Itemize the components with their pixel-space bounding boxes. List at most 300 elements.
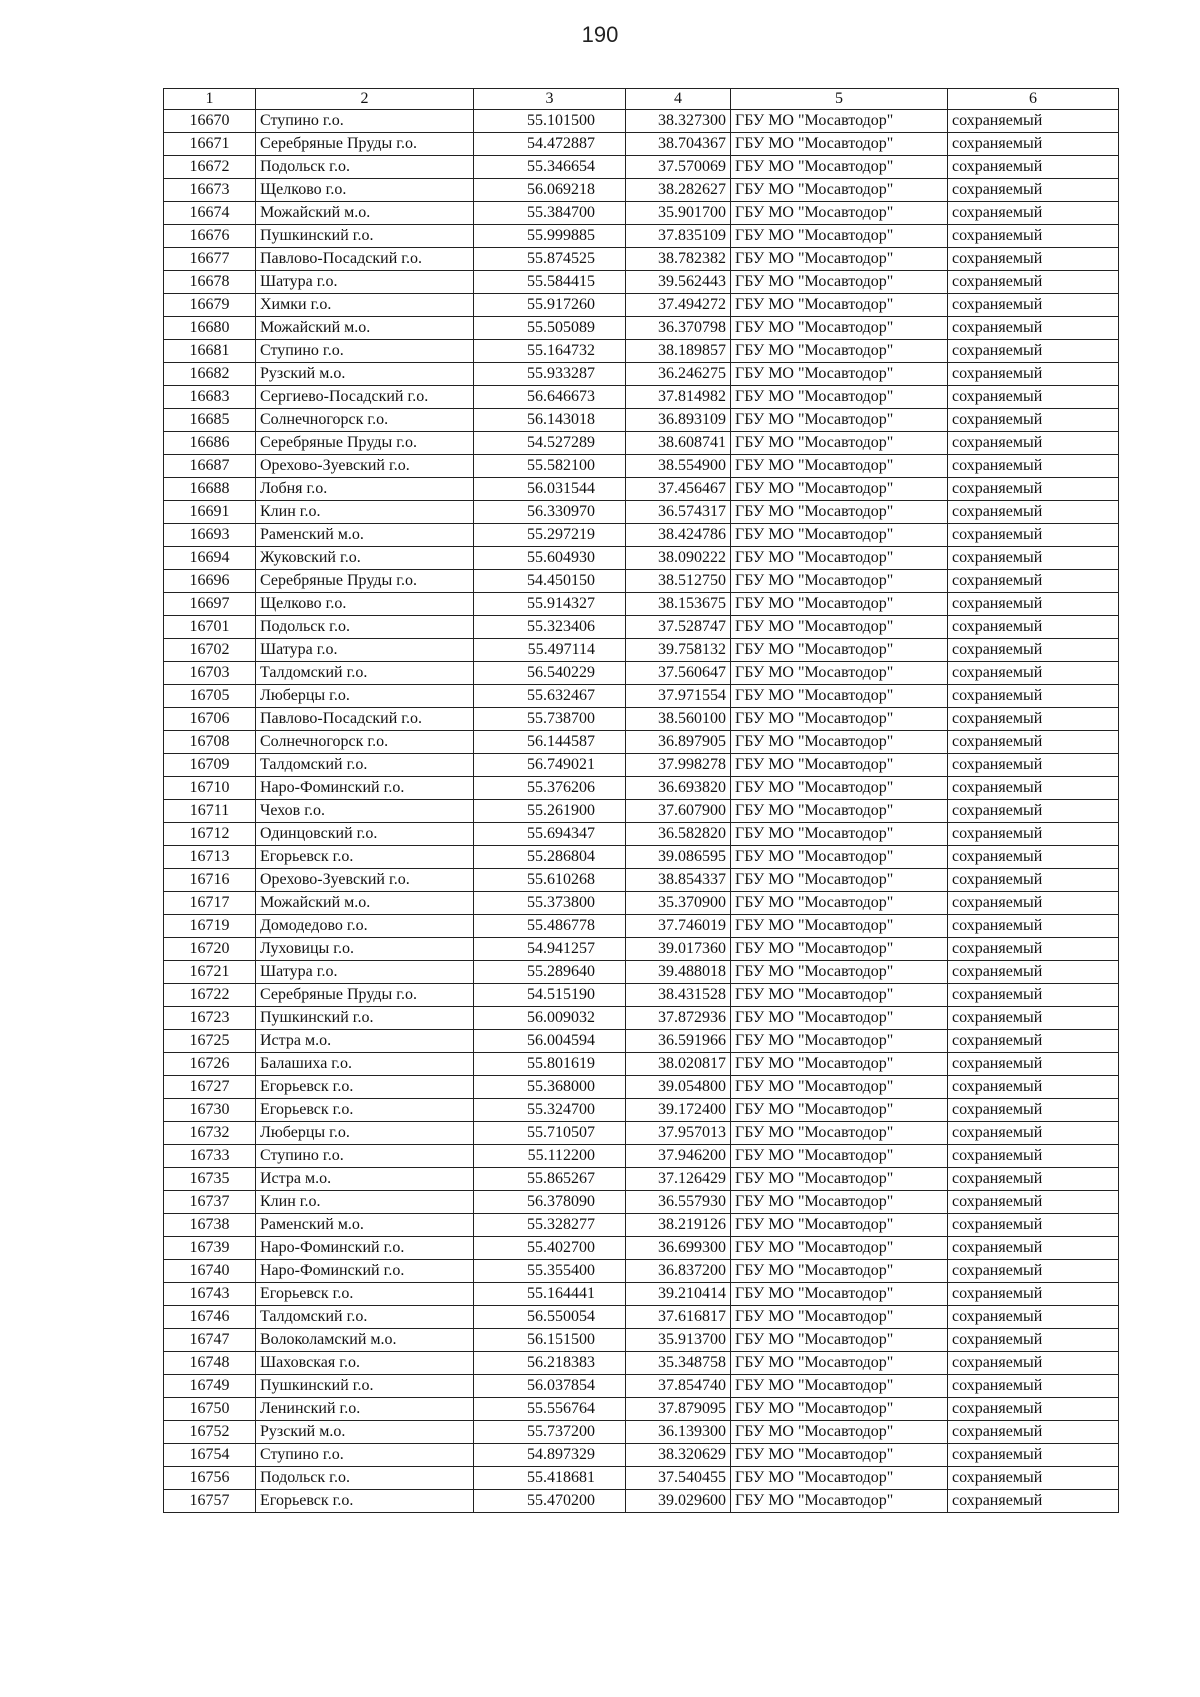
cell-status: сохраняемый bbox=[948, 1283, 1119, 1306]
cell-latitude: 55.384700 bbox=[474, 202, 626, 225]
cell-number: 16757 bbox=[164, 1490, 256, 1513]
cell-longitude: 37.879095 bbox=[626, 1398, 731, 1421]
cell-owner: ГБУ МО "Мосавтодор" bbox=[731, 248, 948, 271]
cell-longitude: 37.957013 bbox=[626, 1122, 731, 1145]
cell-longitude: 37.494272 bbox=[626, 294, 731, 317]
cell-municipality: Пушкинский г.о. bbox=[256, 225, 474, 248]
cell-number: 16725 bbox=[164, 1030, 256, 1053]
cell-municipality: Серебряные Пруды г.о. bbox=[256, 133, 474, 156]
cell-status: сохраняемый bbox=[948, 685, 1119, 708]
cell-number: 16756 bbox=[164, 1467, 256, 1490]
cell-latitude: 55.710507 bbox=[474, 1122, 626, 1145]
table-row bbox=[164, 754, 1119, 777]
cell-number: 16750 bbox=[164, 1398, 256, 1421]
table-row bbox=[164, 202, 1119, 225]
table-row bbox=[164, 225, 1119, 248]
cell-number: 16694 bbox=[164, 547, 256, 570]
cell-status: сохраняемый bbox=[948, 409, 1119, 432]
cell-owner: ГБУ МО "Мосавтодор" bbox=[731, 1145, 948, 1168]
cell-longitude: 37.616817 bbox=[626, 1306, 731, 1329]
cell-owner: ГБУ МО "Мосавтодор" bbox=[731, 271, 948, 294]
cell-status: сохраняемый bbox=[948, 1306, 1119, 1329]
cell-owner: ГБУ МО "Мосавтодор" bbox=[731, 1352, 948, 1375]
table-row bbox=[164, 1030, 1119, 1053]
cell-municipality: Наро-Фоминский г.о. bbox=[256, 1260, 474, 1283]
cell-latitude: 55.418681 bbox=[474, 1467, 626, 1490]
cell-longitude: 39.086595 bbox=[626, 846, 731, 869]
table-row bbox=[164, 1214, 1119, 1237]
table-row bbox=[164, 1145, 1119, 1168]
cell-owner: ГБУ МО "Мосавтодор" bbox=[731, 1237, 948, 1260]
cell-status: сохраняемый bbox=[948, 754, 1119, 777]
cell-owner: ГБУ МО "Мосавтодор" bbox=[731, 179, 948, 202]
cell-municipality: Одинцовский г.о. bbox=[256, 823, 474, 846]
cell-status: сохраняемый bbox=[948, 202, 1119, 225]
cell-latitude: 56.037854 bbox=[474, 1375, 626, 1398]
cell-latitude: 55.297219 bbox=[474, 524, 626, 547]
cell-longitude: 36.837200 bbox=[626, 1260, 731, 1283]
cell-owner: ГБУ МО "Мосавтодор" bbox=[731, 616, 948, 639]
cell-number: 16686 bbox=[164, 432, 256, 455]
column-header-5: 5 bbox=[731, 89, 948, 110]
cell-municipality: Щелково г.о. bbox=[256, 179, 474, 202]
registry-table bbox=[163, 88, 1119, 1513]
cell-longitude: 38.560100 bbox=[626, 708, 731, 731]
cell-longitude: 37.456467 bbox=[626, 478, 731, 501]
cell-latitude: 55.737200 bbox=[474, 1421, 626, 1444]
table-row bbox=[164, 1076, 1119, 1099]
cell-number: 16681 bbox=[164, 340, 256, 363]
cell-status: сохраняемый bbox=[948, 1214, 1119, 1237]
table-row bbox=[164, 501, 1119, 524]
cell-status: сохраняемый bbox=[948, 1352, 1119, 1375]
cell-municipality: Подольск г.о. bbox=[256, 156, 474, 179]
cell-number: 16711 bbox=[164, 800, 256, 823]
cell-owner: ГБУ МО "Мосавтодор" bbox=[731, 1076, 948, 1099]
cell-status: сохраняемый bbox=[948, 892, 1119, 915]
cell-status: сохраняемый bbox=[948, 1076, 1119, 1099]
header-row bbox=[164, 89, 1119, 110]
cell-latitude: 55.261900 bbox=[474, 800, 626, 823]
table-row bbox=[164, 1467, 1119, 1490]
cell-latitude: 55.865267 bbox=[474, 1168, 626, 1191]
cell-number: 16722 bbox=[164, 984, 256, 1007]
cell-longitude: 36.582820 bbox=[626, 823, 731, 846]
cell-latitude: 55.324700 bbox=[474, 1099, 626, 1122]
cell-municipality: Ступино г.о. bbox=[256, 340, 474, 363]
cell-longitude: 38.554900 bbox=[626, 455, 731, 478]
table-row bbox=[164, 777, 1119, 800]
cell-municipality: Подольск г.о. bbox=[256, 1467, 474, 1490]
cell-latitude: 55.914327 bbox=[474, 593, 626, 616]
cell-longitude: 38.282627 bbox=[626, 179, 731, 202]
cell-number: 16701 bbox=[164, 616, 256, 639]
table-row bbox=[164, 915, 1119, 938]
table-row bbox=[164, 1007, 1119, 1030]
cell-status: сохраняемый bbox=[948, 984, 1119, 1007]
cell-municipality: Ступино г.о. bbox=[256, 1145, 474, 1168]
cell-status: сохраняемый bbox=[948, 317, 1119, 340]
cell-owner: ГБУ МО "Мосавтодор" bbox=[731, 1168, 948, 1191]
cell-longitude: 38.153675 bbox=[626, 593, 731, 616]
cell-longitude: 39.054800 bbox=[626, 1076, 731, 1099]
cell-latitude: 56.031544 bbox=[474, 478, 626, 501]
table-row bbox=[164, 248, 1119, 271]
cell-number: 16672 bbox=[164, 156, 256, 179]
cell-latitude: 54.515190 bbox=[474, 984, 626, 1007]
cell-owner: ГБУ МО "Мосавтодор" bbox=[731, 984, 948, 1007]
cell-longitude: 38.512750 bbox=[626, 570, 731, 593]
cell-longitude: 38.424786 bbox=[626, 524, 731, 547]
cell-status: сохраняемый bbox=[948, 1099, 1119, 1122]
cell-number: 16709 bbox=[164, 754, 256, 777]
cell-longitude: 38.320629 bbox=[626, 1444, 731, 1467]
cell-municipality: Шатура г.о. bbox=[256, 639, 474, 662]
cell-municipality: Наро-Фоминский г.о. bbox=[256, 1237, 474, 1260]
cell-number: 16746 bbox=[164, 1306, 256, 1329]
cell-municipality: Талдомский г.о. bbox=[256, 662, 474, 685]
cell-status: сохраняемый bbox=[948, 386, 1119, 409]
table-row bbox=[164, 662, 1119, 685]
cell-status: сохраняемый bbox=[948, 846, 1119, 869]
cell-longitude: 39.017360 bbox=[626, 938, 731, 961]
cell-municipality: Рузский м.о. bbox=[256, 363, 474, 386]
cell-status: сохраняемый bbox=[948, 501, 1119, 524]
cell-status: сохраняемый bbox=[948, 1329, 1119, 1352]
cell-status: сохраняемый bbox=[948, 1191, 1119, 1214]
cell-municipality: Наро-Фоминский г.о. bbox=[256, 777, 474, 800]
cell-latitude: 54.897329 bbox=[474, 1444, 626, 1467]
cell-owner: ГБУ МО "Мосавтодор" bbox=[731, 1260, 948, 1283]
table-row bbox=[164, 570, 1119, 593]
cell-owner: ГБУ МО "Мосавтодор" bbox=[731, 1490, 948, 1513]
cell-latitude: 55.289640 bbox=[474, 961, 626, 984]
cell-longitude: 37.854740 bbox=[626, 1375, 731, 1398]
cell-latitude: 55.917260 bbox=[474, 294, 626, 317]
cell-municipality: Рузский м.о. bbox=[256, 1421, 474, 1444]
cell-status: сохраняемый bbox=[948, 777, 1119, 800]
cell-owner: ГБУ МО "Мосавтодор" bbox=[731, 961, 948, 984]
cell-number: 16673 bbox=[164, 179, 256, 202]
cell-number: 16754 bbox=[164, 1444, 256, 1467]
cell-owner: ГБУ МО "Мосавтодор" bbox=[731, 202, 948, 225]
table-row bbox=[164, 1352, 1119, 1375]
cell-number: 16683 bbox=[164, 386, 256, 409]
cell-owner: ГБУ МО "Мосавтодор" bbox=[731, 823, 948, 846]
cell-longitude: 38.608741 bbox=[626, 432, 731, 455]
cell-owner: ГБУ МО "Мосавтодор" bbox=[731, 524, 948, 547]
cell-number: 16693 bbox=[164, 524, 256, 547]
cell-municipality: Можайский м.о. bbox=[256, 202, 474, 225]
cell-latitude: 55.355400 bbox=[474, 1260, 626, 1283]
cell-status: сохраняемый bbox=[948, 524, 1119, 547]
cell-status: сохраняемый bbox=[948, 1444, 1119, 1467]
table-row bbox=[164, 1260, 1119, 1283]
cell-number: 16676 bbox=[164, 225, 256, 248]
column-header-6: 6 bbox=[948, 89, 1119, 110]
cell-longitude: 38.782382 bbox=[626, 248, 731, 271]
cell-latitude: 55.505089 bbox=[474, 317, 626, 340]
cell-longitude: 38.090222 bbox=[626, 547, 731, 570]
cell-owner: ГБУ МО "Мосавтодор" bbox=[731, 892, 948, 915]
table-row bbox=[164, 156, 1119, 179]
cell-status: сохраняемый bbox=[948, 363, 1119, 386]
table-row bbox=[164, 685, 1119, 708]
cell-latitude: 56.540229 bbox=[474, 662, 626, 685]
cell-status: сохраняемый bbox=[948, 1168, 1119, 1191]
cell-number: 16752 bbox=[164, 1421, 256, 1444]
cell-latitude: 55.801619 bbox=[474, 1053, 626, 1076]
cell-latitude: 55.582100 bbox=[474, 455, 626, 478]
cell-number: 16730 bbox=[164, 1099, 256, 1122]
cell-municipality: Шаховская г.о. bbox=[256, 1352, 474, 1375]
cell-longitude: 38.704367 bbox=[626, 133, 731, 156]
cell-latitude: 55.164441 bbox=[474, 1283, 626, 1306]
cell-latitude: 54.527289 bbox=[474, 432, 626, 455]
cell-number: 16743 bbox=[164, 1283, 256, 1306]
cell-municipality: Солнечногорск г.о. bbox=[256, 409, 474, 432]
cell-longitude: 36.139300 bbox=[626, 1421, 731, 1444]
cell-municipality: Талдомский г.о. bbox=[256, 754, 474, 777]
cell-status: сохраняемый bbox=[948, 800, 1119, 823]
table-row bbox=[164, 1168, 1119, 1191]
cell-status: сохраняемый bbox=[948, 547, 1119, 570]
table-row bbox=[164, 386, 1119, 409]
table-row bbox=[164, 1122, 1119, 1145]
table-row bbox=[164, 133, 1119, 156]
cell-latitude: 56.749021 bbox=[474, 754, 626, 777]
table-row bbox=[164, 1490, 1119, 1513]
table-row bbox=[164, 271, 1119, 294]
cell-longitude: 36.574317 bbox=[626, 501, 731, 524]
cell-longitude: 35.901700 bbox=[626, 202, 731, 225]
cell-number: 16678 bbox=[164, 271, 256, 294]
cell-latitude: 55.632467 bbox=[474, 685, 626, 708]
table-row bbox=[164, 1191, 1119, 1214]
cell-number: 16719 bbox=[164, 915, 256, 938]
cell-municipality: Можайский м.о. bbox=[256, 317, 474, 340]
cell-status: сохраняемый bbox=[948, 156, 1119, 179]
table-row bbox=[164, 593, 1119, 616]
cell-number: 16733 bbox=[164, 1145, 256, 1168]
cell-owner: ГБУ МО "Мосавтодор" bbox=[731, 777, 948, 800]
table-row bbox=[164, 800, 1119, 823]
cell-status: сохраняемый bbox=[948, 593, 1119, 616]
cell-municipality: Волоколамский м.о. bbox=[256, 1329, 474, 1352]
cell-owner: ГБУ МО "Мосавтодор" bbox=[731, 133, 948, 156]
cell-municipality: Павлово-Посадский г.о. bbox=[256, 248, 474, 271]
cell-owner: ГБУ МО "Мосавтодор" bbox=[731, 340, 948, 363]
cell-municipality: Серебряные Пруды г.о. bbox=[256, 432, 474, 455]
cell-longitude: 36.699300 bbox=[626, 1237, 731, 1260]
cell-municipality: Жуковский г.о. bbox=[256, 547, 474, 570]
cell-latitude: 55.402700 bbox=[474, 1237, 626, 1260]
cell-owner: ГБУ МО "Мосавтодор" bbox=[731, 156, 948, 179]
cell-municipality: Егорьевск г.о. bbox=[256, 1076, 474, 1099]
cell-owner: ГБУ МО "Мосавтодор" bbox=[731, 294, 948, 317]
cell-municipality: Люберцы г.о. bbox=[256, 1122, 474, 1145]
cell-owner: ГБУ МО "Мосавтодор" bbox=[731, 915, 948, 938]
table-row bbox=[164, 179, 1119, 202]
cell-owner: ГБУ МО "Мосавтодор" bbox=[731, 593, 948, 616]
cell-number: 16740 bbox=[164, 1260, 256, 1283]
cell-owner: ГБУ МО "Мосавтодор" bbox=[731, 386, 948, 409]
cell-latitude: 55.610268 bbox=[474, 869, 626, 892]
cell-municipality: Можайский м.о. bbox=[256, 892, 474, 915]
cell-latitude: 56.218383 bbox=[474, 1352, 626, 1375]
cell-number: 16735 bbox=[164, 1168, 256, 1191]
table-row bbox=[164, 478, 1119, 501]
cell-latitude: 55.112200 bbox=[474, 1145, 626, 1168]
cell-number: 16688 bbox=[164, 478, 256, 501]
cell-municipality: Егорьевск г.о. bbox=[256, 1490, 474, 1513]
cell-latitude: 55.486778 bbox=[474, 915, 626, 938]
column-header-2: 2 bbox=[256, 89, 474, 110]
cell-number: 16739 bbox=[164, 1237, 256, 1260]
cell-longitude: 39.172400 bbox=[626, 1099, 731, 1122]
cell-number: 16738 bbox=[164, 1214, 256, 1237]
cell-status: сохраняемый bbox=[948, 1007, 1119, 1030]
cell-municipality: Домодедово г.о. bbox=[256, 915, 474, 938]
cell-municipality: Чехов г.о. bbox=[256, 800, 474, 823]
cell-latitude: 55.604930 bbox=[474, 547, 626, 570]
cell-longitude: 36.893109 bbox=[626, 409, 731, 432]
cell-latitude: 55.323406 bbox=[474, 616, 626, 639]
cell-status: сохраняемый bbox=[948, 869, 1119, 892]
cell-number: 16682 bbox=[164, 363, 256, 386]
cell-longitude: 38.854337 bbox=[626, 869, 731, 892]
cell-status: сохраняемый bbox=[948, 961, 1119, 984]
cell-longitude: 37.998278 bbox=[626, 754, 731, 777]
cell-status: сохраняемый bbox=[948, 1375, 1119, 1398]
cell-number: 16703 bbox=[164, 662, 256, 685]
cell-latitude: 55.556764 bbox=[474, 1398, 626, 1421]
cell-longitude: 38.219126 bbox=[626, 1214, 731, 1237]
table-row bbox=[164, 938, 1119, 961]
cell-longitude: 36.693820 bbox=[626, 777, 731, 800]
table-row bbox=[164, 432, 1119, 455]
page-number: 190 bbox=[581, 22, 619, 47]
table-row bbox=[164, 869, 1119, 892]
cell-municipality: Ступино г.о. bbox=[256, 1444, 474, 1467]
cell-owner: ГБУ МО "Мосавтодор" bbox=[731, 1283, 948, 1306]
cell-municipality: Пушкинский г.о. bbox=[256, 1007, 474, 1030]
cell-municipality: Раменский м.о. bbox=[256, 524, 474, 547]
table-row bbox=[164, 823, 1119, 846]
cell-owner: ГБУ МО "Мосавтодор" bbox=[731, 570, 948, 593]
cell-status: сохраняемый bbox=[948, 248, 1119, 271]
cell-owner: ГБУ МО "Мосавтодор" bbox=[731, 363, 948, 386]
cell-latitude: 56.143018 bbox=[474, 409, 626, 432]
cell-status: сохраняемый bbox=[948, 294, 1119, 317]
cell-longitude: 39.488018 bbox=[626, 961, 731, 984]
cell-owner: ГБУ МО "Мосавтодор" bbox=[731, 938, 948, 961]
cell-latitude: 54.450150 bbox=[474, 570, 626, 593]
cell-status: сохраняемый bbox=[948, 110, 1119, 133]
cell-owner: ГБУ МО "Мосавтодор" bbox=[731, 708, 948, 731]
column-header-1: 1 bbox=[164, 89, 256, 110]
cell-number: 16737 bbox=[164, 1191, 256, 1214]
cell-owner: ГБУ МО "Мосавтодор" bbox=[731, 1030, 948, 1053]
cell-latitude: 56.646673 bbox=[474, 386, 626, 409]
cell-status: сохраняемый bbox=[948, 662, 1119, 685]
table-header bbox=[164, 89, 1119, 110]
cell-number: 16670 bbox=[164, 110, 256, 133]
table-row bbox=[164, 363, 1119, 386]
cell-status: сохраняемый bbox=[948, 570, 1119, 593]
cell-municipality: Люберцы г.о. bbox=[256, 685, 474, 708]
cell-longitude: 38.327300 bbox=[626, 110, 731, 133]
cell-longitude: 37.607900 bbox=[626, 800, 731, 823]
cell-municipality: Серебряные Пруды г.о. bbox=[256, 570, 474, 593]
cell-latitude: 55.101500 bbox=[474, 110, 626, 133]
cell-owner: ГБУ МО "Мосавтодор" bbox=[731, 1007, 948, 1030]
cell-status: сохраняемый bbox=[948, 1421, 1119, 1444]
table-row bbox=[164, 1398, 1119, 1421]
cell-number: 16677 bbox=[164, 248, 256, 271]
cell-longitude: 37.835109 bbox=[626, 225, 731, 248]
cell-number: 16696 bbox=[164, 570, 256, 593]
cell-longitude: 37.540455 bbox=[626, 1467, 731, 1490]
cell-number: 16712 bbox=[164, 823, 256, 846]
cell-owner: ГБУ МО "Мосавтодор" bbox=[731, 1375, 948, 1398]
cell-owner: ГБУ МО "Мосавтодор" bbox=[731, 317, 948, 340]
cell-owner: ГБУ МО "Мосавтодор" bbox=[731, 1444, 948, 1467]
cell-municipality: Егорьевск г.о. bbox=[256, 1283, 474, 1306]
cell-latitude: 55.999885 bbox=[474, 225, 626, 248]
cell-latitude: 55.164732 bbox=[474, 340, 626, 363]
cell-latitude: 55.933287 bbox=[474, 363, 626, 386]
cell-number: 16679 bbox=[164, 294, 256, 317]
cell-longitude: 36.897905 bbox=[626, 731, 731, 754]
cell-latitude: 55.376206 bbox=[474, 777, 626, 800]
cell-longitude: 39.758132 bbox=[626, 639, 731, 662]
cell-status: сохраняемый bbox=[948, 938, 1119, 961]
cell-longitude: 37.528747 bbox=[626, 616, 731, 639]
table-row bbox=[164, 639, 1119, 662]
cell-municipality: Сергиево-Посадский г.о. bbox=[256, 386, 474, 409]
cell-number: 16713 bbox=[164, 846, 256, 869]
cell-municipality: Егорьевск г.о. bbox=[256, 1099, 474, 1122]
cell-municipality: Пушкинский г.о. bbox=[256, 1375, 474, 1398]
cell-municipality: Клин г.о. bbox=[256, 501, 474, 524]
cell-status: сохраняемый bbox=[948, 1467, 1119, 1490]
cell-owner: ГБУ МО "Мосавтодор" bbox=[731, 1306, 948, 1329]
table-row bbox=[164, 731, 1119, 754]
cell-municipality: Истра м.о. bbox=[256, 1030, 474, 1053]
cell-owner: ГБУ МО "Мосавтодор" bbox=[731, 110, 948, 133]
cell-longitude: 37.971554 bbox=[626, 685, 731, 708]
table-row bbox=[164, 1421, 1119, 1444]
cell-owner: ГБУ МО "Мосавтодор" bbox=[731, 1191, 948, 1214]
cell-municipality: Шатура г.о. bbox=[256, 271, 474, 294]
table-row bbox=[164, 892, 1119, 915]
cell-longitude: 35.370900 bbox=[626, 892, 731, 915]
cell-number: 16723 bbox=[164, 1007, 256, 1030]
cell-longitude: 37.814982 bbox=[626, 386, 731, 409]
table-row bbox=[164, 294, 1119, 317]
cell-longitude: 37.560647 bbox=[626, 662, 731, 685]
cell-longitude: 38.431528 bbox=[626, 984, 731, 1007]
cell-owner: ГБУ МО "Мосавтодор" bbox=[731, 846, 948, 869]
cell-municipality: Ступино г.о. bbox=[256, 110, 474, 133]
cell-number: 16706 bbox=[164, 708, 256, 731]
cell-latitude: 56.004594 bbox=[474, 1030, 626, 1053]
cell-status: сохраняемый bbox=[948, 823, 1119, 846]
cell-number: 16747 bbox=[164, 1329, 256, 1352]
cell-longitude: 36.591966 bbox=[626, 1030, 731, 1053]
table-row bbox=[164, 524, 1119, 547]
